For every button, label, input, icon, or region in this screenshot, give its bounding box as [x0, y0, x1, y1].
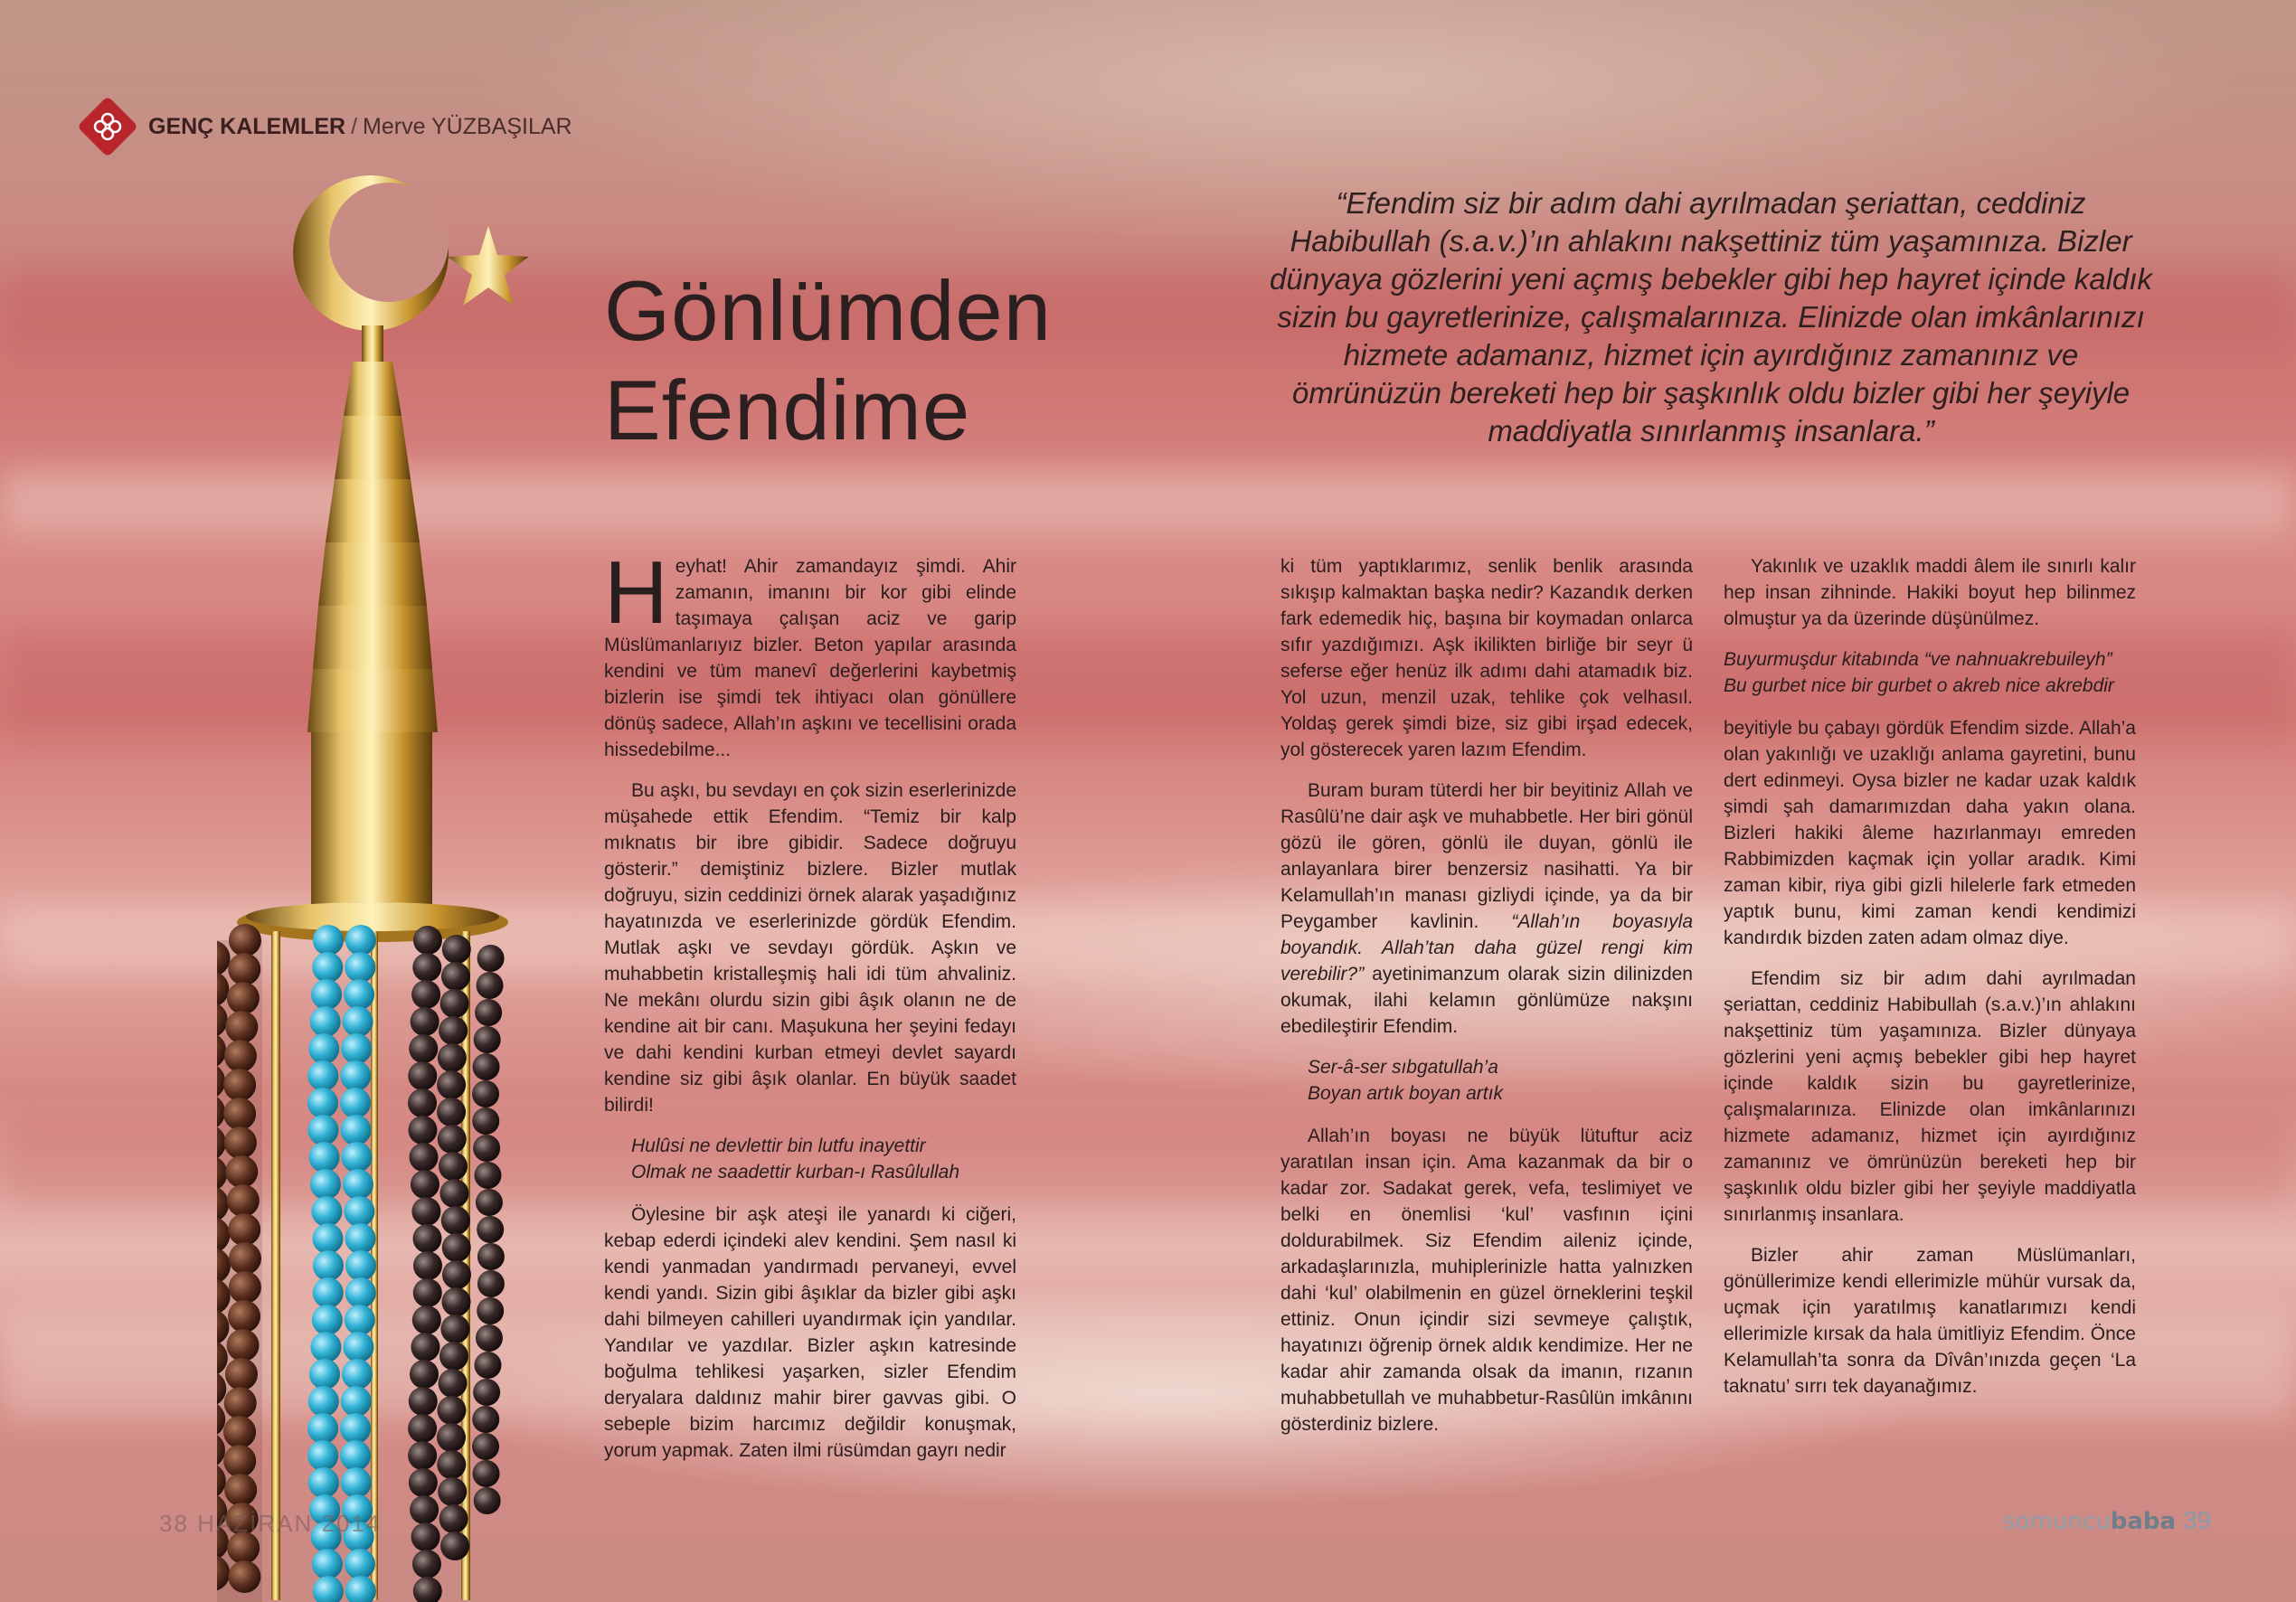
- brown-prayer-bead: [223, 1098, 256, 1130]
- paragraph: Efendim siz bir adım dahi ayrılmadan şeriattan, ceddiniz Habibullah (s.a.v.)’ın ahlakını nakşettiniz tüm yaşamınıza. Bizler dünyaya gözlerini yeni açmış bebekler gibi hep hayret içinde kaldık sizin bu gayretlerinize, çalışmalarınıza. Elinizde olan imkânlarınızı hizmete adamanız, hizmet için ayırdığınız zamanınız ve ömrünüzün bereketi hep bir şaşkınlık oldu bizler gibi her şeyiyle maddiyatla sınırlanmış insanlara.: [1724, 968, 2136, 1225]
- dark-prayer-bead: [477, 1270, 505, 1297]
- verse: [1724, 646, 2136, 699]
- dark-prayer-bead: [409, 1034, 438, 1063]
- pull-quote: “Efendim siz bir adım dahi ayrılmadan şeriattan, ceddiniz Habibullah (s.a.v.)’ın ahlakını nakşettiniz tüm yaşamınıza. Bizler dünyaya gözlerini yeni açmış bebekler gibi hep hayret içinde kaldık sizin bu gayretlerinize, çalışmalarınıza. Elinizde olan imkânlarınızı hizmete adamanız, hizmet için ayırdığınız zamanınız ve ömrünüzün bereketi hep bir şaşkınlık oldu bizler gibi her şeyiyle maddiyatla sınırlanmış insanlara.”: [1270, 186, 2152, 448]
- dark-prayer-bead: [472, 1406, 499, 1433]
- left-page-folio: 38 HAZİRAN 2014: [159, 1510, 382, 1537]
- dark-prayer-bead: [473, 1135, 500, 1162]
- brown-prayer-bead: [228, 1300, 260, 1333]
- verse: [631, 1133, 1016, 1185]
- brown-prayer-bead: [228, 953, 260, 985]
- dark-prayer-bead: [438, 1477, 467, 1506]
- quote-italic: “Allah’ın boyasıyla boyandık. Allah’tan daha güzel rengi kim verebilir?”: [1280, 911, 1694, 985]
- paragraph-text: ayetinimanzum olarak sizin dilinizden okumak, ilahi kelamın gönlümüze nakşını ebedileştirir Efendim.: [1280, 964, 1693, 1037]
- paragraph: Allah’ın boyası ne büyük lütuftur aciz yaratılan insan için. Ama kazanmak da bir o kadar zor. Sadakat gerek, vefa, teslimiyet ve belki en önemlisi ‘kul’ vasfının içini doldurabilmek. Siz Efendim aileniz içinde, arkadaşlarınızla, muhiplerinizle hatta yalnızken dahi ‘kul’ olabilmenin en güzel örneklerini teşkil ettiniz. Onun içindir sizi sevmeye çalıştık, hayatınızı öğrenip örnek aldık kendimize. Her ne kadar ahir zamanda olsak da imanın, rızanın muhabbetullah ve muhabbetur-Rasûlün imkânını gösterdiniz bizlere.: [1280, 1126, 1693, 1435]
- dark-prayer-bead: [472, 1080, 499, 1107]
- dark-prayer-bead: [472, 1107, 499, 1135]
- dark-prayer-bead: [412, 1224, 441, 1253]
- turquoise-prayer-bead: [344, 979, 374, 1010]
- verse-line: Ser-â-ser sıbgatullah’a: [1308, 1057, 1498, 1078]
- drop-cap: H: [604, 542, 668, 642]
- brown-prayer-bead: [229, 1242, 261, 1275]
- turquoise-prayer-bead: [312, 952, 343, 983]
- brown-prayer-bead: [227, 982, 260, 1014]
- dark-prayer-bead: [437, 1396, 466, 1425]
- crescent-finial-illustration: [217, 163, 633, 1602]
- dark-prayer-bead: [475, 999, 502, 1026]
- brown-prayer-bead: [224, 1474, 257, 1506]
- verse-line: Olmak ne saadettir kurban-ı Rasûlullah: [631, 1162, 960, 1183]
- dark-prayer-bead: [441, 962, 470, 991]
- dark-prayer-bead: [413, 1577, 442, 1602]
- dark-prayer-bead: [408, 1441, 437, 1470]
- turquoise-prayer-bead: [341, 1386, 372, 1417]
- brown-prayer-bead: [223, 1416, 256, 1448]
- dark-prayer-bead: [409, 1468, 438, 1497]
- turquoise-prayer-bead: [313, 1250, 344, 1281]
- brown-prayer-bead: [223, 1445, 256, 1477]
- turquoise-prayer-bead: [310, 1169, 341, 1200]
- dark-prayer-bead: [474, 1352, 501, 1379]
- brown-prayer-bead: [228, 1560, 260, 1593]
- star-icon: [448, 226, 529, 306]
- paragraph: ki tüm yaptıklarımız, senlik benlik arasında sıkışıp kalmaktan başka nedir? Kazandık derken fark edemedik hiç, başına bir koymadan onlarca sıfır yazdığımızı. Aşk ikilikten birliğe bir seyr ü seferse eğer henüz ilk adımı dahi atamadık biz. Yol uzun, menzil uzak, tehlike çok velhasıl. Yoldaş gerek şimdi bize, siz gibi irşad edecek, yol gösterecek yaren lazım Efendim.: [1280, 556, 1693, 760]
- brown-prayer-bead: [224, 1387, 257, 1419]
- brown-prayer-bead: [227, 1329, 260, 1362]
- dark-prayer-bead: [412, 1305, 441, 1334]
- turquoise-prayer-bead: [313, 925, 344, 956]
- dark-prayer-bead: [437, 1450, 466, 1479]
- turquoise-prayer-bead: [313, 1277, 344, 1308]
- dark-prayer-bead: [408, 1116, 437, 1145]
- crescent-icon: [293, 175, 449, 331]
- turquoise-prayer-bead: [307, 1440, 338, 1471]
- dark-prayer-bead: [440, 1531, 469, 1560]
- paragraph: [1280, 777, 1693, 1040]
- turquoise-prayer-bead: [345, 1223, 375, 1254]
- brown-prayer-bead: [229, 924, 261, 956]
- brand-bold: baba: [2110, 1508, 2177, 1535]
- paragraph: Yakınlık ve uzaklık maddi âlem ile sınırlı kalır hep insan zihninde. Hakiki boyut hep bilinmez olmuştur ya da üzerinde düşünülmez.: [1724, 556, 2136, 629]
- dark-prayer-bead: [473, 1460, 500, 1487]
- brand-light: somuncu: [2003, 1508, 2111, 1535]
- dark-prayer-bead: [410, 1360, 439, 1389]
- dark-prayer-bead: [442, 1287, 471, 1316]
- brown-prayer-bead: [225, 1358, 258, 1390]
- page-number: 39: [2182, 1506, 2211, 1534]
- dark-prayer-bead: [441, 1206, 470, 1235]
- paragraph: [604, 542, 1016, 763]
- dark-prayer-bead: [408, 1414, 437, 1443]
- brown-prayer-bead: [223, 1069, 256, 1101]
- turquoise-prayer-bead: [311, 979, 342, 1010]
- dark-prayer-bead: [438, 1043, 467, 1072]
- brown-prayer-bead: [225, 1155, 258, 1188]
- dark-prayer-bead: [439, 1369, 468, 1398]
- dark-prayer-bead: [437, 1098, 466, 1126]
- turquoise-prayer-bead: [309, 1142, 340, 1173]
- dark-prayer-bead: [474, 1487, 501, 1514]
- turquoise-prayer-bead: [345, 1549, 375, 1579]
- verse-line: Buyurmuşdur kitabında “ve nahnuakrebuileyh”: [1724, 649, 2112, 670]
- turquoise-prayer-bead: [307, 1088, 338, 1118]
- section-header: [76, 94, 572, 159]
- verse: [1308, 1054, 1693, 1107]
- turquoise-prayer-bead: [340, 1440, 371, 1471]
- dark-prayer-bead: [442, 1260, 471, 1289]
- verse-line: Hulûsi ne devlettir bin lutfu inayettir: [631, 1136, 926, 1156]
- dark-prayer-bead: [473, 1379, 500, 1406]
- dark-prayer-bead: [413, 926, 442, 955]
- dark-prayer-bead: [477, 1243, 505, 1270]
- dark-prayer-bead: [476, 1189, 503, 1216]
- header-separator: /: [351, 113, 358, 139]
- turquoise-prayer-bead: [309, 1359, 340, 1390]
- section-label: GENÇ KALEMLER: [148, 113, 346, 139]
- dark-prayer-bead: [412, 953, 441, 982]
- turquoise-prayer-bead: [312, 1223, 343, 1254]
- paragraph: Bizler ahir zaman Müslümanları, gönüllerimize kendi ellerimizle mühür vursak da, uçmak için yaratılmış kanatlarımızı kendi ellerimizle kırsak da hala ümitliyiz Efendim. Önce Kelamullah’ta sonra da Dîvân’ınızda geçen ‘La taknatu’ sırrı tek dayanağımız.: [1724, 1245, 2136, 1397]
- turquoise-prayer-bead: [343, 1332, 373, 1362]
- dark-prayer-bead: [437, 1070, 466, 1099]
- dark-prayer-bead: [408, 1088, 437, 1117]
- dark-prayer-bead: [474, 1162, 501, 1189]
- dark-prayer-bead: [476, 1324, 503, 1352]
- dark-prayer-bead: [413, 1278, 442, 1307]
- turquoise-prayer-bead: [310, 1332, 341, 1362]
- turquoise-prayer-bead: [312, 1549, 343, 1579]
- author-name: Merve YÜZBAŞILAR: [363, 113, 572, 139]
- dark-prayer-bead: [439, 1179, 468, 1208]
- turquoise-prayer-bead: [340, 1413, 371, 1444]
- dark-prayer-bead: [472, 1433, 499, 1460]
- verse-line: Boyan artık boyan artık: [1308, 1083, 1503, 1104]
- turquoise-prayer-bead: [340, 1060, 371, 1091]
- dark-prayer-bead: [411, 1197, 440, 1226]
- dark-prayer-bead: [411, 980, 440, 1009]
- dark-prayer-bead: [440, 989, 469, 1018]
- turquoise-prayer-bead: [340, 1088, 371, 1118]
- dark-prayer-bead: [411, 1170, 439, 1199]
- dark-prayer-bead: [412, 1550, 441, 1578]
- turquoise-prayer-bead: [345, 1305, 375, 1335]
- turquoise-prayer-bead: [313, 1576, 344, 1602]
- paragraph: beyitiyle bu çabayı gördük Efendim sizde. Allah’a olan yakınlığı ve uzaklığı anlama gayretini, bunu dert edinmeyi. Oysa bizler ne kadar uzak kaldık şimdi şah damarımızdan daha yakın olana. Bizleri hakiki âleme hazırlanmayı emreden Rabbimizden kaçmak için yollar aradık. Kimi zaman kibir, riya gibi gizli hilelerle fark etmeden yaptık bunu, kimi zaman kendi kendimizi kandırdık bizden zaten adam olmaz diye.: [1724, 718, 2136, 948]
- paragraph-text: Buram buram tüterdi her bir beyitiniz Allah ve Rasûlü’ne dair aşk ve muhabbetle. Her biri gönül gözü ile gören, gönlü ile duyan, gönlü ile anlayanlara birer benzersiz nasihatti. Ya bir Kelamullah’ın manası gizliydi içinde, ya da bir Peygamber kavlinin.: [1280, 780, 1693, 932]
- turquoise-prayer-bead: [345, 1250, 376, 1281]
- turquoise-prayer-bead: [311, 1196, 342, 1227]
- dark-prayer-bead: [473, 1053, 500, 1080]
- turquoise-prayer-bead: [342, 1359, 373, 1390]
- title-line-1: Gönlümden: [604, 262, 1052, 358]
- turquoise-prayer-bead: [340, 1115, 371, 1145]
- dark-prayer-bead: [477, 972, 504, 999]
- dark-prayer-bead: [411, 1007, 439, 1036]
- turquoise-prayer-bead: [343, 1006, 373, 1037]
- dark-prayer-bead: [477, 1216, 504, 1243]
- dark-prayer-bead: [411, 1333, 439, 1362]
- dark-prayer-bead: [408, 1061, 437, 1090]
- dark-prayer-bead: [477, 1297, 504, 1324]
- turquoise-prayer-bead: [345, 925, 376, 956]
- dark-prayer-bead: [410, 1143, 439, 1172]
- dark-prayer-bead: [442, 935, 471, 964]
- dark-prayer-bead: [439, 1016, 468, 1045]
- brown-prayer-bead: [225, 1011, 258, 1043]
- turquoise-prayer-bead: [308, 1033, 339, 1064]
- dark-prayer-bead: [438, 1125, 467, 1154]
- magazine-brand: [2003, 1508, 2176, 1535]
- text-column-2: [1280, 553, 1693, 1452]
- dark-prayer-bead: [474, 1026, 501, 1053]
- diamond-logo-icon: [76, 95, 139, 158]
- article-title: [604, 261, 1052, 460]
- turquoise-prayer-bead: [344, 1196, 374, 1227]
- dark-prayer-bead: [409, 1387, 438, 1416]
- turquoise-prayer-bead: [310, 1006, 341, 1037]
- turquoise-prayer-bead: [312, 1305, 343, 1335]
- dark-prayer-bead: [437, 1423, 466, 1452]
- turquoise-prayer-bead: [308, 1467, 339, 1498]
- turquoise-prayer-bead: [307, 1060, 338, 1091]
- right-page-folio: [2003, 1506, 2211, 1535]
- paragraph-text: eyhat! Ahir zamandayız şimdi. Ahir zamanın, imanını bir kor gibi elinde taşımaya çalışan aciz ve garip Müslümanlarıyız bizler. Beton yapılar arasında kendini ve tüm manevî değerlerini kaybetmiş bizlerin ise şimdi tek ihtiyacı olan gönüllere dönüş sadece, Allah’ın aşkını ve tecellisini orada hissedebilme...: [604, 556, 1016, 760]
- title-line-2: Efendime: [604, 362, 971, 457]
- text-column-3: [1724, 553, 2136, 1414]
- dark-prayer-bead: [413, 1251, 442, 1280]
- turquoise-prayer-bead: [341, 1033, 372, 1064]
- dark-prayer-bead: [440, 1315, 469, 1343]
- brown-prayer-bead: [224, 1040, 257, 1072]
- turquoise-prayer-bead: [308, 1386, 339, 1417]
- brown-prayer-bead: [224, 1126, 257, 1159]
- turquoise-prayer-bead: [307, 1115, 338, 1145]
- turquoise-prayer-bead: [345, 952, 375, 983]
- turquoise-prayer-bead: [342, 1142, 373, 1173]
- dark-prayer-bead: [411, 1522, 440, 1551]
- brown-prayer-bead: [227, 1184, 260, 1217]
- dark-prayer-bead: [477, 945, 505, 972]
- dark-prayer-bead: [442, 1233, 471, 1262]
- dark-prayer-bead: [439, 1152, 468, 1181]
- dark-prayer-bead: [439, 1504, 468, 1533]
- dark-prayer-bead: [410, 1495, 439, 1524]
- dark-prayer-bead: [439, 1342, 468, 1371]
- turquoise-prayer-bead: [343, 1169, 373, 1200]
- text-column-1: [604, 542, 1016, 1478]
- brown-prayer-bead: [229, 1271, 261, 1304]
- turquoise-prayer-bead: [341, 1467, 372, 1498]
- verse-line: Bu gurbet nice bir gurbet o akreb nice akrebdir: [1724, 675, 2114, 696]
- turquoise-prayer-bead: [345, 1277, 376, 1308]
- turquoise-prayer-bead: [307, 1413, 338, 1444]
- brown-prayer-bead: [228, 1213, 260, 1246]
- paragraph: Öylesine bir aşk ateşi ile yanardı ki ciğeri, kebap ederdi içindeki alev kendini. Şem nasıl ki kendi yanmadan yandırmadı pervaneyi, evvel kendi yandı. Sizin gibi âşıklar da bizler gibi aşkı dahi bilmeyen cahilleri uyandırmak için yandılar. Yandılar ve yazdılar. Bizler aşkın katresinde boğulma tehlikesi yaşarken, sizler Efendim deryalara daldınız mahir birer gavvas gibi. O sebeple bizim harcımız değildir konuşmak, yorum yapmak. Zaten ilmi rüsümdan gayrı nedir: [604, 1204, 1016, 1461]
- paragraph: Bu aşkı, bu sevdayı en çok sizin eserlerinizde müşahede ettik Efendim. “Temiz bir kalp mıknatıs bir ibre gibidir. Sadece doğruyu gösterir.” demiştiniz bizlere. Bizler mutlak doğruyu, sizin ceddinizi örnek alarak yaşadığınız hayatınızda ve eserlerinizde gördük Efendim. Mutlak aşkı ve sevdayı gördük. Aşkın ve muhabbetin kristalleşmiş hali idi tüm ahvaliniz. Ne mekânı olurdu sizin gibi âşık olanın ne de kendine ait bir canı. Maşukuna her şeyini fedayı ve dahi kendini kurban etmeyi devlet sayardı kendine siz gibi âşık olanlar. En büyük saadet bilirdi!: [604, 780, 1016, 1116]
